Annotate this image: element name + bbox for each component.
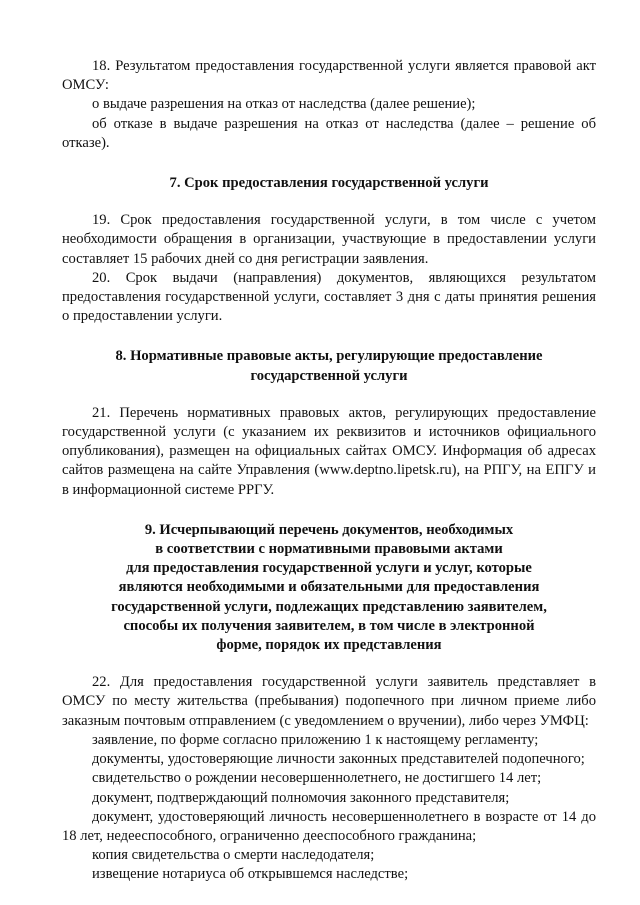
section-9-heading <box>62 521 596 655</box>
heading-line: в соответствии с нормативными правовыми актами <box>155 541 503 558</box>
document-page <box>62 57 596 885</box>
list-item: свидетельство о рождении несовершеннолетнего, не достигшего 14 лет; <box>92 770 542 787</box>
paragraph-22: 22. Для предоставления государственной услуги заявитель представляет в ОМСУ по месту жительства (пребывания) подопечного при личном приеме либо заказным почтовым отправлением (с уведомлением о вручении), либо через УМФЦ: <box>62 674 596 729</box>
heading-line: являются необходимыми и обязательными для предоставления <box>118 579 540 596</box>
list-item: документы, удостоверяющие личности законных представителей подопечного; <box>92 751 585 768</box>
list-item: документ, подтверждающий полномочия законного представителя; <box>92 789 510 806</box>
paragraph-21: 21. Перечень нормативных правовых актов, регулирующих предоставление государственной услуги (с указанием их реквизитов и источников официального опубликования), размещен на официальных сайтах ОМСУ. Информация об адресах сайтов размещена на сайте Управления (www.deptno.lipetsk.ru), на РПГУ, на ЕПГУ и в информационной системе РРГУ. <box>62 404 596 498</box>
list-item: извещение нотариуса об открывшемся наследстве; <box>92 866 409 883</box>
heading-line: государственной услуги, подлежащих представлению заявителем, <box>111 598 547 615</box>
list-item: об отказе в выдаче разрешения на отказ от наследства (далее – решение об отказе). <box>62 115 596 151</box>
heading-line: способы их получения заявителем, в том числе в электронной <box>123 617 535 634</box>
paragraph-18: 18. Результатом предоставления государственной услуги является правовой акт ОМСУ: <box>62 58 596 94</box>
heading-line: 9. Исчерпывающий перечень документов, необходимых <box>144 521 514 538</box>
list-item: документ, удостоверяющий личность несовершеннолетнего в возрасте от 14 до 18 лет, недееспособного, ограниченно дееспособного гражданина; <box>62 808 596 844</box>
heading-line: государственной услуги <box>250 367 408 384</box>
list-item: заявление, по форме согласно приложению 1 к настоящему регламенту; <box>92 731 539 748</box>
paragraph-20: 20. Срок выдачи (направления) документов, являющихся результатом предоставления государственной услуги, составляет 3 дня с даты принятия решения о предоставлении услуги. <box>62 269 596 325</box>
list-item: копия свидетельства о смерти наследодателя; <box>92 847 375 864</box>
paragraph-19: 19. Срок предоставления государственной услуги, в том числе с учетом необходимости обращения в организации, участвующие в предоставлении услуги составляет 15 рабочих дней со дня регистрации заявления. <box>62 212 596 267</box>
heading-line: для предоставления государственной услуги и услуг, которые <box>126 560 532 577</box>
list-item: о выдаче разрешения на отказ от наследства (далее решение); <box>92 96 476 113</box>
section-8-heading <box>62 347 596 385</box>
heading-line: форме, порядок их представления <box>216 637 442 654</box>
section-7-heading: 7. Срок предоставления государственной услуги <box>169 175 489 192</box>
heading-line: 8. Нормативные правовые акты, регулирующие предоставление <box>115 348 543 365</box>
